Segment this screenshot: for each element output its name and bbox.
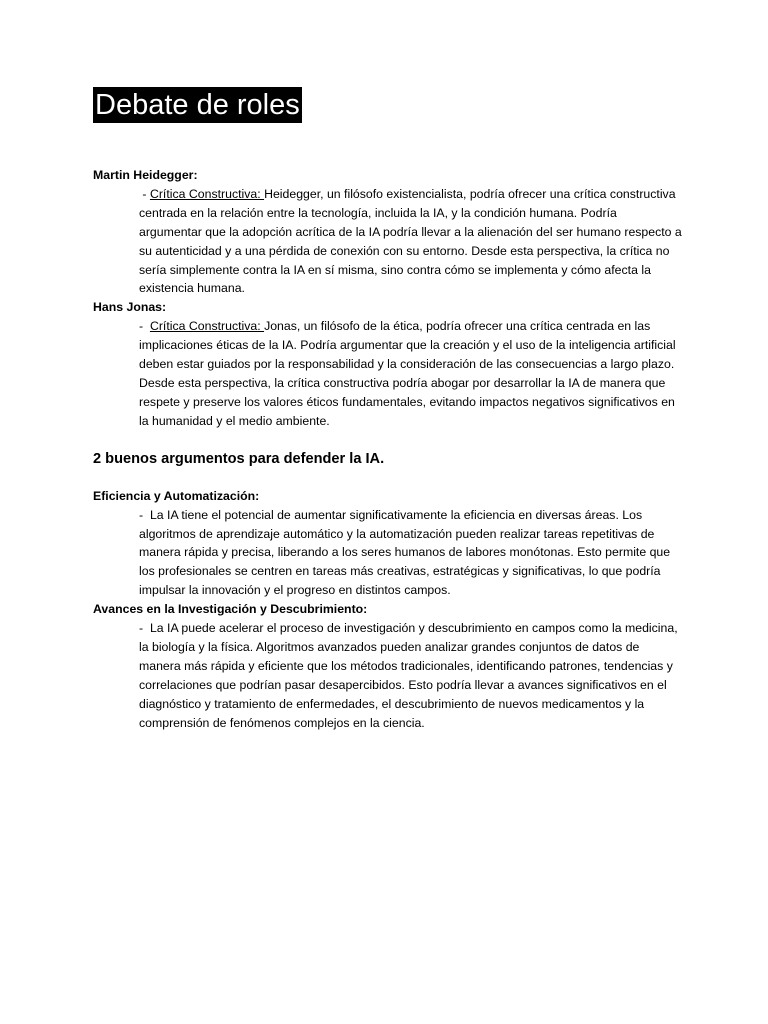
role-critique-heidegger [139,185,683,298]
critique-text: Heidegger, un filósofo existencialista, podría ofrecer una crítica constructiva centrada en la relación entre la tecnología, incluida la IA, y la condición humana. Podría argumentar que la adopción acrítica de la IA podría llevar a la alienación del ser humano respecto a su autenticidad y a una pérdida de conexión con su entorno. Desde esta perspectiva, la crítica no sería simplemente contra la IA en sí misma, sino contra cómo se implementa y cómo afecta la existencia humana. [139,186,682,296]
document-body [93,166,683,732]
document-title: Debate de roles [95,89,300,121]
critique-label: Crítica Constructiva: [149,186,265,201]
argument-text: La IA tiene el potencial de aumentar significativamente la eficiencia en diversas áreas. Los algoritmos de aprendizaje automático y la automatización pueden realizar tareas repetitivas de manera rápida y precisa, liberando a los seres humanos de labores monótonas. Esto permite que los profesionales se centren en tareas más creativas, estratégicas y significativas, lo que podría impulsar la innovación y el progreso en distintos campos. [139,507,671,598]
argument-text: La IA puede acelerar el proceso de investigación y descubrimiento en campos como la medicina, la biología y la física. Algoritmos avanzados pueden analizar grandes conjuntos de datos de manera más rápida y eficiente que los métodos tradicionales, identificando patrones, tendencias y correlaciones que podrían pasar desapercibidos. Esto podría llevar a avances significativos en el diagnóstico y tratamiento de enfermedades, el descubrimiento de nuevos medicamentos y la comprensión de fenómenos complejos en la ciencia. [139,621,678,730]
role-name-heidegger: Martin Heidegger: [93,168,198,182]
role-name-jonas: Hans Jonas: [93,300,167,315]
critique-label: Crítica Constructiva: [149,319,265,334]
bullet-marker: - [139,319,150,334]
argument-text-research [139,619,683,732]
bullet-marker: - [139,186,150,201]
argument-text-efficiency [139,506,683,601]
bullet-marker: - [139,621,150,636]
bullet-marker: - [139,507,150,522]
role-critique-jonas [139,317,683,430]
critique-text: Jonas, un filósofo de la ética, podría ofrecer una crítica centrada en las implicaciones éticas de la IA. Podría argumentar que la creación y el uso de la inteligencia artificial deben estar guiados por la responsabilidad y la consideración de las consecuencias a largo plazo. Desde esta perspectiva, la crítica constructiva podría abogar por desarrollar la IA de manera que respete y preserve los valores éticos fundamentales, evitando impactos negativos significativos en la humanidad y el medio ambiente. [139,319,676,428]
arguments-heading: 2 buenos argumentos para defender la IA. [93,450,385,467]
argument-name-efficiency: Eficiencia y Automatización: [93,488,260,503]
argument-name-research: Avances en la Investigación y Descubrimiento: [93,602,368,617]
